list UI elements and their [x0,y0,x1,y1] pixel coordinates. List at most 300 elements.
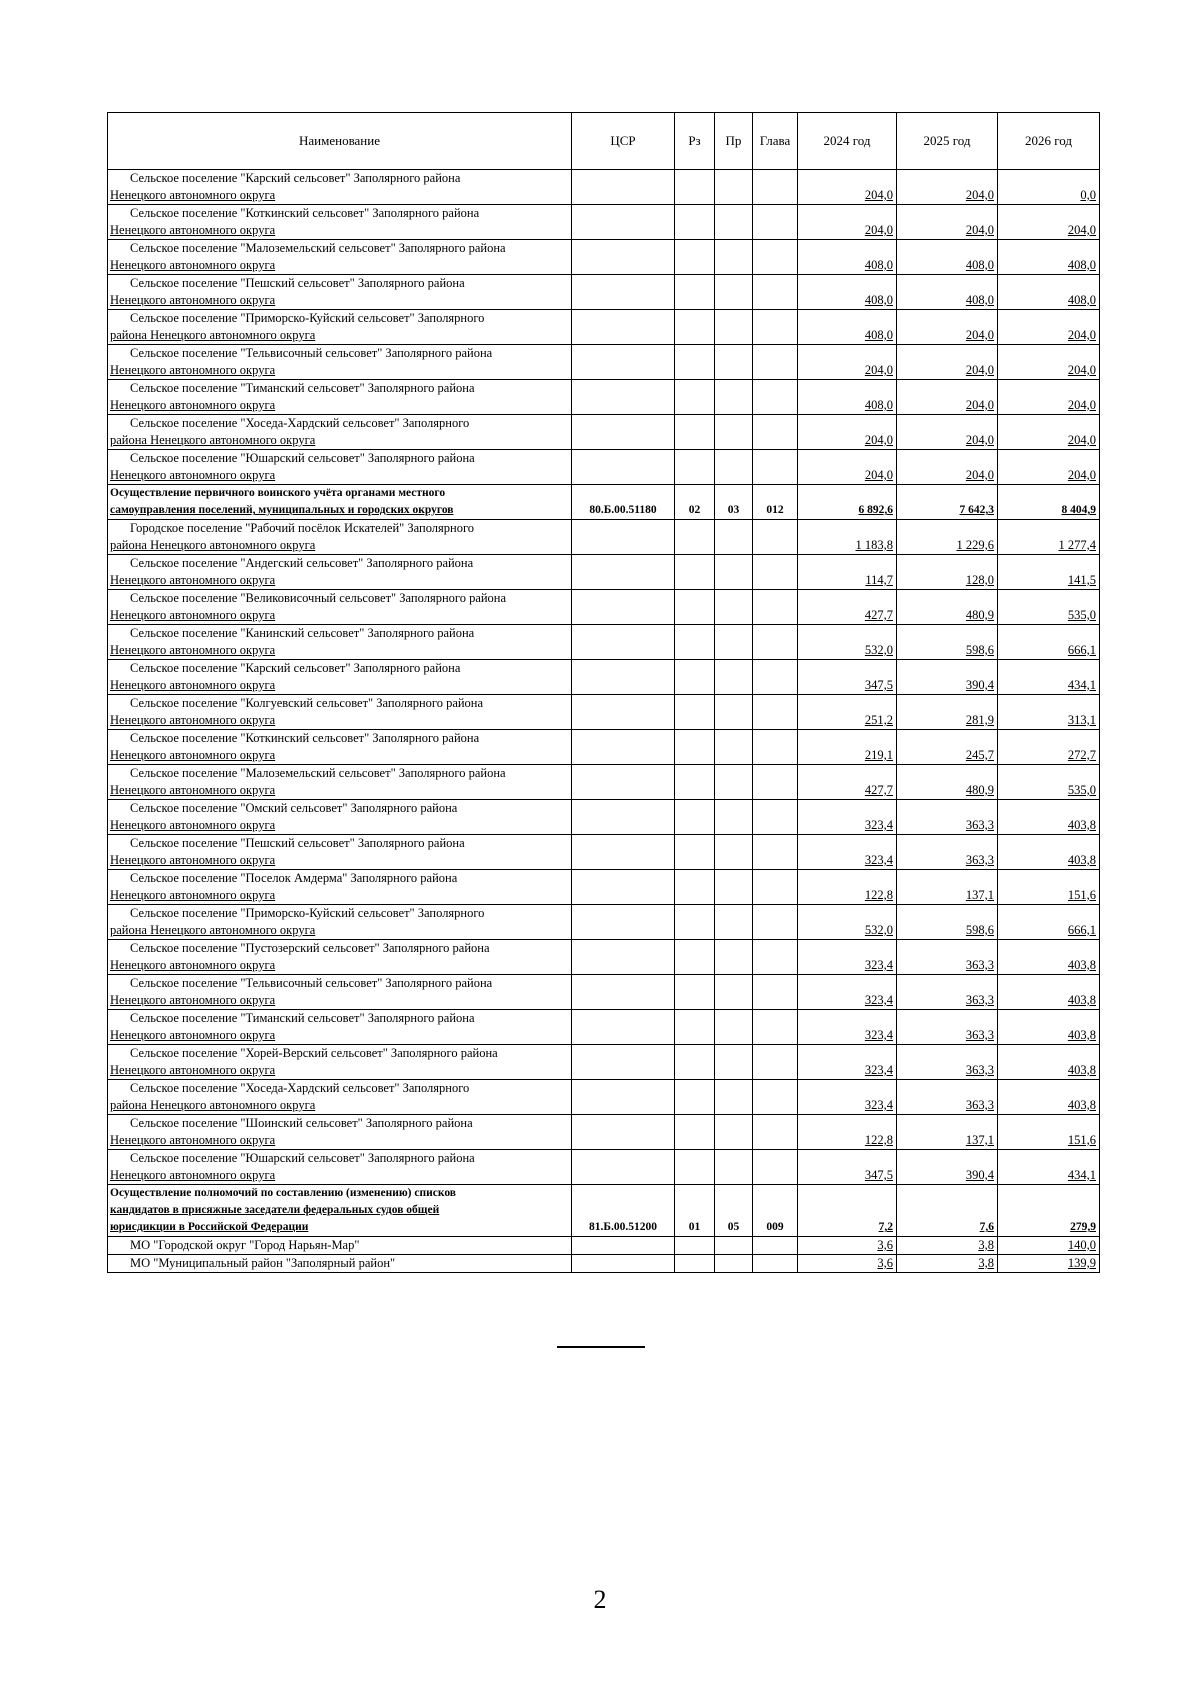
row-2026-value: 1 277,4 [1058,538,1096,552]
row-2026-value: 434,1 [1067,678,1096,692]
row-2026-value: 403,8 [1067,818,1096,832]
row-glava: 012 [753,485,798,520]
row-2024 [798,905,897,940]
row-rz [675,765,715,800]
row-2024-value: 204,0 [864,433,893,447]
row-2024-value: 532,0 [864,643,893,657]
row-pr [715,205,753,240]
row-2024-value: 204,0 [864,223,893,237]
row-csr [572,1255,675,1273]
row-name-line-2: Ненецкого автономного округа [110,398,276,412]
row-2026 [998,625,1100,660]
row-2024 [798,310,897,345]
row-csr [572,1080,675,1115]
row-name-line-2: самоуправления поселений, муниципальных и городских округов [110,504,454,516]
row-name-line-2: Ненецкого автономного округа [110,643,276,657]
row-2024 [798,520,897,555]
table-row [108,520,1100,555]
row-2026 [998,835,1100,870]
row-2024 [798,415,897,450]
row-2026-value: 204,0 [1067,468,1096,482]
row-glava [753,205,798,240]
row-2025 [897,835,998,870]
row-pr [715,170,753,205]
row-csr [572,240,675,275]
row-name-line-2: Ненецкого автономного округа [110,748,276,762]
row-rz [675,345,715,380]
row-csr [572,275,675,310]
row-2026-value: 151,6 [1067,1133,1096,1147]
row-2026-value: 434,1 [1067,1168,1096,1182]
row-2025-value: 363,3 [965,958,994,972]
row-rz [675,170,715,205]
row-rz [675,590,715,625]
row-2024 [798,975,897,1010]
row-2025-value: 3,8 [978,1238,994,1252]
header-2026: 2026 год [998,113,1100,170]
row-pr [715,730,753,765]
row-2024-value: 408,0 [864,258,893,272]
row-name-line-1: Сельское поселение "Юшарский сельсовет" Заполярного района [130,451,475,465]
row-csr [572,415,675,450]
row-name-line-2: Ненецкого автономного округа [110,1028,276,1042]
row-2026 [998,940,1100,975]
row-2025-value: 390,4 [965,1168,994,1182]
row-2026 [998,1237,1100,1255]
row-name-line-2: Ненецкого автономного округа [110,818,276,832]
row-csr [572,170,675,205]
row-2024 [798,695,897,730]
row-2024 [798,765,897,800]
row-glava [753,870,798,905]
row-name [108,1150,572,1185]
row-2026-value: 139,9 [1067,1256,1096,1270]
row-pr [715,590,753,625]
row-glava [753,975,798,1010]
row-rz [675,1045,715,1080]
row-name-line-3: юрисдикции в Российской Федерации [110,1221,309,1233]
row-glava [753,450,798,485]
row-name-line-1: Сельское поселение "Тиманский сельсовет" Заполярного района [130,1011,475,1025]
row-2026 [998,975,1100,1010]
row-rz [675,1115,715,1150]
row-2025-value: 598,6 [965,923,994,937]
row-pr [715,660,753,695]
row-glava [753,345,798,380]
row-rz [675,1010,715,1045]
row-glava [753,1080,798,1115]
row-pr [715,1080,753,1115]
row-name-line-2: района Ненецкого автономного округа [110,433,316,447]
row-2026 [998,310,1100,345]
row-csr [572,765,675,800]
row-2024-value: 204,0 [864,188,893,202]
row-2024-value: 427,7 [864,783,893,797]
row-2024-value: 3,6 [877,1256,893,1270]
row-csr [572,450,675,485]
row-glava [753,1010,798,1045]
row-2024-value: 114,7 [865,573,893,587]
row-2024-value: 408,0 [864,293,893,307]
row-2024-value: 323,4 [864,993,893,1007]
table-body [108,170,1100,1273]
row-name-line-1: МО "Городской округ "Город Нарьян-Мар" [130,1238,360,1252]
row-csr: 81.Б.00.51200 [572,1185,675,1237]
row-2025 [897,485,998,520]
row-2025 [897,555,998,590]
table-row [108,275,1100,310]
row-rz [675,555,715,590]
row-2025-value: 128,0 [965,573,994,587]
row-glava [753,625,798,660]
row-name [108,205,572,240]
row-pr [715,1115,753,1150]
row-2024 [798,1150,897,1185]
row-glava [753,520,798,555]
row-name [108,695,572,730]
row-name-line-2: Ненецкого автономного округа [110,468,276,482]
table-row [108,800,1100,835]
row-pr [715,415,753,450]
row-2024 [798,555,897,590]
row-glava [753,310,798,345]
row-glava [753,905,798,940]
row-csr [572,660,675,695]
table-row [108,940,1100,975]
row-2025 [897,905,998,940]
row-name-line-1: Сельское поселение "Пешский сельсовет" Заполярного района [130,836,465,850]
row-csr [572,205,675,240]
row-name [108,485,572,520]
table-row [108,240,1100,275]
row-name-line-1: Сельское поселение "Шоинский сельсовет" Заполярного района [130,1116,473,1130]
row-name-line-1: Сельское поселение "Коткинский сельсовет" Заполярного района [130,731,480,745]
row-2026 [998,1080,1100,1115]
row-name-line-2: района Ненецкого автономного округа [110,1098,316,1112]
row-name-line-2: Ненецкого автономного округа [110,678,276,692]
row-2025 [897,1150,998,1185]
row-name-line-2: Ненецкого автономного округа [110,853,276,867]
row-pr [715,345,753,380]
row-2025-value: 363,3 [965,818,994,832]
row-2026-value: 403,8 [1067,1098,1096,1112]
row-pr: 05 [715,1185,753,1237]
row-2026 [998,170,1100,205]
row-name-line-2: Ненецкого автономного округа [110,188,276,202]
row-glava [753,555,798,590]
row-csr [572,940,675,975]
row-2026-value: 666,1 [1067,643,1096,657]
row-rz: 02 [675,485,715,520]
row-glava [753,1255,798,1273]
row-pr [715,275,753,310]
row-2025-value: 480,9 [965,608,994,622]
row-name [108,1115,572,1150]
row-pr [715,1150,753,1185]
row-2025-value: 363,3 [965,1028,994,1042]
row-name-line-1: Сельское поселение "Великовисочный сельсовет" Заполярного района [130,591,507,605]
row-2024-value: 323,4 [864,1063,893,1077]
row-2025-value: 204,0 [965,433,994,447]
row-pr [715,870,753,905]
row-name-line-1: Городское поселение "Рабочий посёлок Искателей" Заполярного [130,521,475,535]
row-2026 [998,870,1100,905]
row-2024 [798,730,897,765]
row-2024-value: 408,0 [864,328,893,342]
row-name [108,835,572,870]
row-2024 [798,275,897,310]
row-name [108,450,572,485]
row-name [108,1255,572,1273]
table-row [108,590,1100,625]
row-2026-value: 408,0 [1067,258,1096,272]
row-2025 [897,450,998,485]
table-row [108,170,1100,205]
row-rz [675,1150,715,1185]
row-pr [715,555,753,590]
row-2026-value: 403,8 [1067,1028,1096,1042]
row-csr [572,905,675,940]
row-name-line-2: района Ненецкого автономного округа [110,328,316,342]
row-2025 [897,695,998,730]
row-2025 [897,625,998,660]
table-row [108,870,1100,905]
row-2026 [998,590,1100,625]
row-glava [753,695,798,730]
table-row [108,765,1100,800]
row-csr [572,1150,675,1185]
row-name-line-1: Сельское поселение "Канинский сельсовет" Заполярного района [130,626,475,640]
table-row [108,205,1100,240]
row-name-line-1: Сельское поселение "Малоземельский сельсовет" Заполярного района [130,766,506,780]
table-row [108,975,1100,1010]
row-rz [675,800,715,835]
row-name [108,975,572,1010]
row-pr [715,800,753,835]
row-rz [675,975,715,1010]
row-2024-value: 6 892,6 [858,504,893,516]
row-name-line-1: Сельское поселение "Коткинский сельсовет" Заполярного района [130,206,480,220]
row-name [108,590,572,625]
row-name [108,1010,572,1045]
header-2025: 2025 год [897,113,998,170]
row-name-line-1: Осуществление полномочий по составлению (изменению) списков [110,1187,456,1199]
row-name-line-1: МО "Муниципальный район "Заполярный район" [130,1256,396,1270]
row-2025-value: 1 229,6 [956,538,994,552]
row-2026 [998,765,1100,800]
row-2025-value: 408,0 [965,293,994,307]
row-2024-value: 3,6 [877,1238,893,1252]
row-2026-value: 141,5 [1067,573,1096,587]
row-2026-value: 408,0 [1067,293,1096,307]
row-2024-value: 1 183,8 [855,538,893,552]
row-name [108,1185,572,1237]
table-row [108,905,1100,940]
row-2024-value: 347,5 [864,678,893,692]
row-2025 [897,275,998,310]
row-csr [572,1115,675,1150]
header-row [108,113,1100,170]
row-name-line-1: Сельское поселение "Поселок Амдерма" Заполярного района [130,871,458,885]
row-pr [715,975,753,1010]
table-row [108,1237,1100,1255]
table-row [108,415,1100,450]
row-name-line-2: Ненецкого автономного округа [110,713,276,727]
row-rz [675,415,715,450]
row-2024 [798,590,897,625]
row-2025-value: 598,6 [965,643,994,657]
row-pr [715,625,753,660]
table-row [108,555,1100,590]
row-2025-value: 204,0 [965,398,994,412]
row-name [108,275,572,310]
row-2025-value: 363,3 [965,993,994,1007]
row-pr [715,1045,753,1080]
row-csr [572,1045,675,1080]
row-glava [753,940,798,975]
row-2026 [998,205,1100,240]
row-rz [675,905,715,940]
row-name [108,310,572,345]
row-2024 [798,170,897,205]
row-2026-value: 204,0 [1067,328,1096,342]
row-2026 [998,450,1100,485]
table-row [108,1080,1100,1115]
row-pr [715,450,753,485]
row-rz [675,940,715,975]
row-2026-value: 535,0 [1067,783,1096,797]
row-glava [753,240,798,275]
row-csr [572,380,675,415]
table-row [108,835,1100,870]
section-row [108,485,1100,520]
row-2024 [798,380,897,415]
row-2025-value: 204,0 [965,223,994,237]
row-2025 [897,345,998,380]
row-2026 [998,730,1100,765]
header-pr: Пр [715,113,753,170]
row-name-line-2: Ненецкого автономного округа [110,783,276,797]
row-rz [675,1237,715,1255]
row-name-line-2: кандидатов в присяжные заседатели федеральных судов общей [110,1204,440,1216]
row-2024-value: 204,0 [864,468,893,482]
row-name [108,380,572,415]
row-2025 [897,870,998,905]
row-name-line-1: Сельское поселение "Приморско-Куйский сельсовет" Заполярного [130,906,485,920]
table-row [108,450,1100,485]
row-rz [675,695,715,730]
row-2025 [897,730,998,765]
row-name-line-2: Ненецкого автономного округа [110,1063,276,1077]
row-pr [715,380,753,415]
row-2026 [998,1010,1100,1045]
row-name-line-2: Ненецкого автономного округа [110,293,276,307]
row-2025-value: 408,0 [965,258,994,272]
row-2024 [798,240,897,275]
row-name [108,765,572,800]
row-2024-value: 323,4 [864,818,893,832]
row-rz [675,205,715,240]
row-2024 [798,450,897,485]
row-2025 [897,1010,998,1045]
row-2024-value: 323,4 [864,1098,893,1112]
row-name-line-2: Ненецкого автономного округа [110,958,276,972]
row-2026 [998,905,1100,940]
row-glava [753,380,798,415]
row-2026 [998,1045,1100,1080]
row-2025-value: 245,7 [965,748,994,762]
row-2025 [897,170,998,205]
row-2026-value: 272,7 [1067,748,1096,762]
row-glava [753,660,798,695]
row-2025 [897,660,998,695]
row-name-line-2: Ненецкого автономного округа [110,223,276,237]
row-name [108,170,572,205]
row-csr [572,870,675,905]
row-pr [715,240,753,275]
row-rz [675,1255,715,1273]
section-row [108,1185,1100,1237]
row-name [108,800,572,835]
row-2024 [798,800,897,835]
row-csr [572,310,675,345]
row-name-line-2: Ненецкого автономного округа [110,993,276,1007]
row-2025-value: 363,3 [965,1098,994,1112]
row-name-line-2: района Ненецкого автономного округа [110,923,316,937]
row-glava [753,1237,798,1255]
row-2026 [998,520,1100,555]
row-name-line-2: Ненецкого автономного округа [110,608,276,622]
row-2026-value: 279,9 [1070,1221,1096,1233]
row-name-line-2: Ненецкого автономного округа [110,888,276,902]
row-2024-value: 7,2 [878,1221,893,1233]
row-2025-value: 204,0 [965,188,994,202]
row-2024 [798,1115,897,1150]
row-2025 [897,1255,998,1273]
row-2024 [798,1255,897,1273]
row-2025 [897,380,998,415]
row-2025-value: 7,6 [979,1221,994,1233]
row-name [108,1045,572,1080]
row-2025 [897,310,998,345]
row-name-line-1: Сельское поселение "Андегский сельсовет" Заполярного района [130,556,474,570]
row-rz [675,520,715,555]
row-glava [753,415,798,450]
row-2026-value: 403,8 [1067,853,1096,867]
row-rz [675,310,715,345]
row-name-line-1: Сельское поселение "Пустозерский сельсовет" Заполярного района [130,941,490,955]
table-row [108,1150,1100,1185]
row-rz [675,450,715,485]
row-csr [572,345,675,380]
row-2024-value: 323,4 [864,853,893,867]
budget-table [107,112,1100,1273]
row-name-line-1: Сельское поселение "Хорей-Верский сельсовет" Заполярного района [130,1046,498,1060]
row-2024-value: 323,4 [864,1028,893,1042]
row-2025-value: 281,9 [965,713,994,727]
end-rule [557,1346,645,1348]
row-pr [715,310,753,345]
row-name-line-1: Сельское поселение "Тельвисочный сельсовет" Заполярного района [130,346,493,360]
row-name-line-1: Сельское поселение "Приморско-Куйский сельсовет" Заполярного [130,311,485,325]
row-2024-value: 532,0 [864,923,893,937]
row-2026-value: 403,8 [1067,1063,1096,1077]
row-name [108,1080,572,1115]
page-number: 2 [593,1585,607,1614]
row-2026 [998,1115,1100,1150]
row-2026 [998,275,1100,310]
row-2026-value: 0,0 [1080,188,1096,202]
